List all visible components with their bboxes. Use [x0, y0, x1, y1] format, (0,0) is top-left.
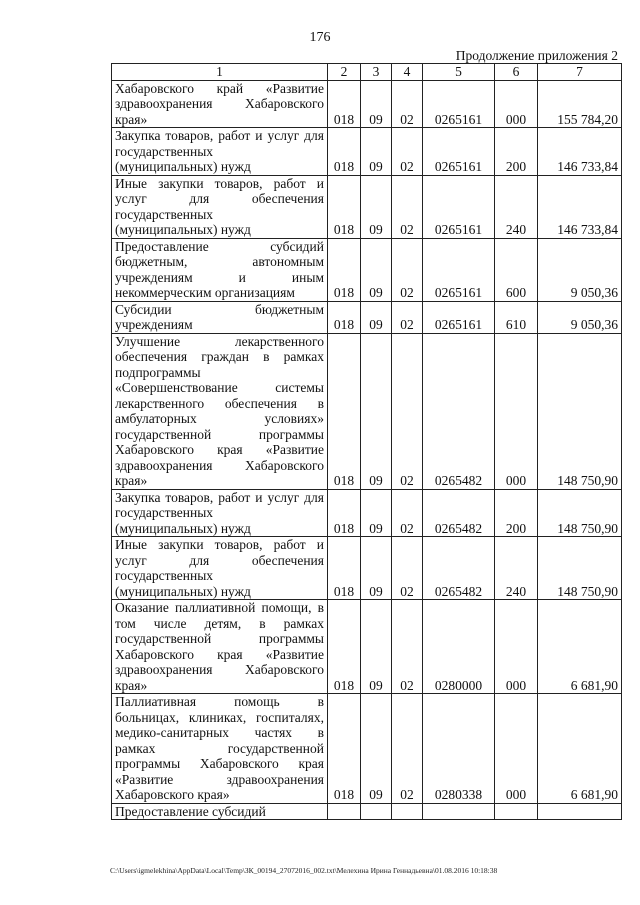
target-article-cell: 0265161	[423, 301, 495, 333]
item-name-cell	[112, 238, 328, 301]
item-name-cell	[112, 301, 328, 333]
expense-type-cell: 240	[495, 537, 538, 600]
section-code-cell: 09	[361, 238, 392, 301]
item-name-line: некоммерческим организациям	[115, 285, 295, 300]
item-name-line: Закупка товаров, работ и услуг для	[115, 489, 324, 505]
item-name-line: Предоставление субсидий	[115, 803, 266, 819]
item-name-cell	[112, 694, 328, 804]
section-code-cell: 09	[361, 694, 392, 804]
item-name-line: (муниципальных) нужд	[115, 222, 251, 237]
item-name-line: государственных	[115, 505, 214, 520]
section-code-cell: 09	[361, 128, 392, 176]
item-name-line: Хабаровского края»	[115, 787, 230, 802]
item-name-cell	[112, 489, 328, 537]
header-cell: 6	[495, 64, 538, 81]
item-name-line: Хабаровского края «Развитие	[115, 442, 324, 457]
target-article-cell: 0265482	[423, 489, 495, 537]
table-row	[112, 600, 622, 694]
subsection-code-cell: 02	[392, 175, 423, 238]
item-name-line: Иные закупки товаров, работ и	[115, 537, 324, 552]
table-row	[112, 537, 622, 600]
target-article-cell	[423, 803, 495, 820]
table-row	[112, 333, 622, 489]
table-row	[112, 238, 622, 301]
amount-cell: 6 681,90	[538, 694, 622, 804]
item-name-cell	[112, 803, 328, 820]
target-article-cell: 0265482	[423, 333, 495, 489]
expense-type-cell: 200	[495, 128, 538, 176]
section-code-cell: 09	[361, 301, 392, 333]
amount-cell	[538, 803, 622, 820]
item-name-line: Хабаровского края «Развитие	[115, 646, 324, 662]
header-cell: 3	[361, 64, 392, 81]
budget-table	[111, 63, 622, 820]
target-article-cell: 0265161	[423, 175, 495, 238]
header-cell: 2	[328, 64, 361, 81]
subsection-code-cell: 02	[392, 80, 423, 128]
item-name-line: государственных	[115, 568, 214, 583]
item-name-line: государственной программы	[115, 426, 324, 442]
item-name-line: Хабаровского край «Развитие	[115, 80, 324, 96]
expense-type-cell: 000	[495, 333, 538, 489]
item-name-line: учреждениям и иным	[115, 269, 324, 285]
subsection-code-cell: 02	[392, 128, 423, 176]
subsection-code-cell	[392, 803, 423, 820]
section-code-cell: 09	[361, 537, 392, 600]
section-code-cell: 09	[361, 175, 392, 238]
item-name-line: Субсидии бюджетным	[115, 301, 324, 317]
item-name-line: услуг для обеспечения	[115, 191, 324, 206]
table-row	[112, 489, 622, 537]
item-name-cell	[112, 600, 328, 694]
amount-cell: 155 784,20	[538, 80, 622, 128]
ministry-code-cell: 018	[328, 694, 361, 804]
subsection-code-cell: 02	[392, 600, 423, 694]
expense-type-cell: 610	[495, 301, 538, 333]
amount-cell: 148 750,90	[538, 537, 622, 600]
subsection-code-cell: 02	[392, 333, 423, 489]
table-row	[112, 80, 622, 128]
amount-cell: 148 750,90	[538, 489, 622, 537]
item-name-line: (муниципальных) нужд	[115, 159, 251, 174]
item-name-line: Оказание паллиативной помощи, в	[115, 600, 324, 615]
target-article-cell: 0265161	[423, 128, 495, 176]
item-name-line: здравоохранения Хабаровского	[115, 457, 324, 473]
expense-type-cell: 240	[495, 175, 538, 238]
item-name-cell	[112, 175, 328, 238]
header-cell: 1	[112, 64, 328, 81]
item-name-line: медико-санитарных частях в	[115, 725, 324, 740]
item-name-line: амбулаторных условиях»	[115, 411, 324, 426]
item-name-line: края»	[115, 473, 148, 488]
item-name-line: «Совершенствование системы	[115, 380, 324, 395]
item-name-line: больницах, клиниках, госпиталях,	[115, 709, 324, 725]
subsection-code-cell: 02	[392, 694, 423, 804]
expense-type-cell	[495, 803, 538, 820]
subsection-code-cell: 02	[392, 301, 423, 333]
item-name-line: Улучшение лекарственного	[115, 333, 324, 349]
subsection-code-cell: 02	[392, 537, 423, 600]
continuation-label: Продолжение приложения 2	[455, 48, 618, 63]
target-article-cell: 0265161	[423, 80, 495, 128]
header-cell: 4	[392, 64, 423, 81]
ministry-code-cell: 018	[328, 333, 361, 489]
item-name-line: края»	[115, 111, 148, 127]
item-name-line: края»	[115, 677, 148, 693]
expense-type-cell: 000	[495, 694, 538, 804]
ministry-code-cell: 018	[328, 80, 361, 128]
item-name-line: Предоставление субсидий	[115, 238, 324, 254]
item-name-line: бюджетным, автономным	[115, 254, 324, 269]
section-code-cell	[361, 803, 392, 820]
ministry-code-cell: 018	[328, 175, 361, 238]
ministry-code-cell: 018	[328, 128, 361, 176]
ministry-code-cell: 018	[328, 489, 361, 537]
table-row	[112, 694, 622, 804]
item-name-line: здравоохранения Хабаровского	[115, 96, 324, 111]
expense-type-cell: 200	[495, 489, 538, 537]
expense-type-cell: 000	[495, 600, 538, 694]
item-name-line: (муниципальных) нужд	[115, 520, 251, 536]
section-code-cell: 09	[361, 333, 392, 489]
file-path-footer: C:\Users\igmelekhina\AppData\Local\Temp\ЗК_00194_27072016_002.txt\Мелехина Ирина Геннадьевна\01.08.2016 10:18:38	[110, 866, 498, 875]
expense-type-cell: 000	[495, 80, 538, 128]
item-name-line: услуг для обеспечения	[115, 552, 324, 568]
target-article-cell: 0280338	[423, 694, 495, 804]
item-name-line: лекарственного обеспечения в	[115, 395, 324, 411]
amount-cell: 148 750,90	[538, 333, 622, 489]
target-article-cell: 0265161	[423, 238, 495, 301]
item-name-line: государственной программы	[115, 631, 324, 646]
section-code-cell: 09	[361, 600, 392, 694]
table-row	[112, 175, 622, 238]
header-cell: 7	[538, 64, 622, 81]
item-name-line: подпрограммы	[115, 364, 201, 380]
table-row	[112, 301, 622, 333]
item-name-line: здравоохранения Хабаровского	[115, 662, 324, 677]
item-name-line: том числе детям, в рамках	[115, 615, 324, 631]
subsection-code-cell: 02	[392, 238, 423, 301]
item-name-cell	[112, 333, 328, 489]
amount-cell: 9 050,36	[538, 301, 622, 333]
target-article-cell: 0265482	[423, 537, 495, 600]
item-name-line: Паллиативная помощь в	[115, 694, 324, 709]
ministry-code-cell: 018	[328, 238, 361, 301]
item-name-line: «Развитие здравоохранения	[115, 771, 324, 787]
item-name-line: государственных	[115, 206, 214, 222]
amount-cell: 6 681,90	[538, 600, 622, 694]
section-code-cell: 09	[361, 489, 392, 537]
item-name-line: рамках государственной	[115, 740, 324, 756]
item-name-cell	[112, 80, 328, 128]
table-row	[112, 128, 622, 176]
item-name-line: Иные закупки товаров, работ и	[115, 175, 324, 191]
amount-cell: 9 050,36	[538, 238, 622, 301]
ministry-code-cell: 018	[328, 600, 361, 694]
ministry-code-cell: 018	[328, 537, 361, 600]
item-name-line: (муниципальных) нужд	[115, 583, 251, 599]
item-name-line: обеспечения граждан в рамках	[115, 349, 324, 364]
item-name-cell	[112, 128, 328, 176]
amount-cell: 146 733,84	[538, 128, 622, 176]
subsection-code-cell: 02	[392, 489, 423, 537]
section-code-cell: 09	[361, 80, 392, 128]
item-name-line: учреждениям	[115, 317, 193, 332]
amount-cell: 146 733,84	[538, 175, 622, 238]
expense-type-cell: 600	[495, 238, 538, 301]
header-cell: 5	[423, 64, 495, 81]
item-name-line: программы Хабаровского края	[115, 756, 324, 771]
item-name-line: государственных	[115, 143, 214, 159]
header-row	[112, 64, 622, 81]
item-name-cell	[112, 537, 328, 600]
table-row	[112, 803, 622, 820]
item-name-line: Закупка товаров, работ и услуг для	[115, 128, 324, 143]
target-article-cell: 0280000	[423, 600, 495, 694]
ministry-code-cell	[328, 803, 361, 820]
page-number: 176	[309, 30, 331, 45]
ministry-code-cell: 018	[328, 301, 361, 333]
